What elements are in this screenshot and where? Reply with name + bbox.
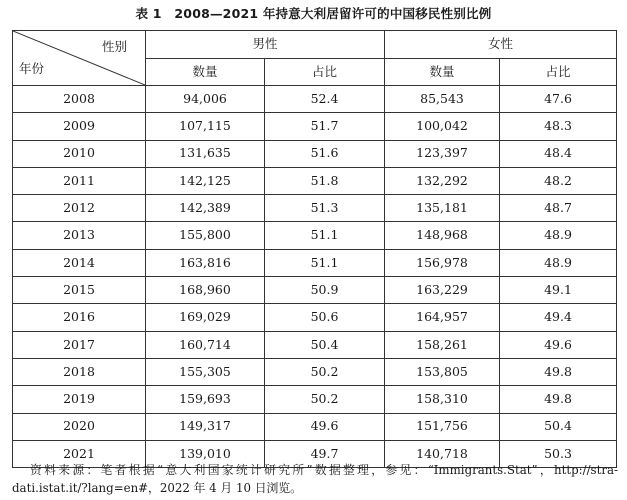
cell-female-share: 49.4 [500, 304, 617, 331]
cell-female-share: 48.2 [500, 167, 617, 194]
female-group-header: 女性 [385, 31, 617, 59]
cell-female-count: 153,805 [385, 358, 500, 385]
cell-male-count: 155,800 [146, 222, 265, 249]
cell-male-share: 52.4 [265, 86, 385, 113]
cell-year: 2013 [13, 222, 146, 249]
table-row [13, 304, 617, 331]
cell-year: 2014 [13, 249, 146, 276]
cell-year: 2019 [13, 386, 146, 413]
female-count-header: 数量 [385, 59, 500, 86]
table-row [13, 331, 617, 358]
cell-year: 2021 [13, 440, 146, 467]
cell-male-count: 168,960 [146, 277, 265, 304]
cell-female-count: 148,968 [385, 222, 500, 249]
table-title: 表 1 2008—2021 年持意大利居留许可的中国移民性别比例 [135, 6, 492, 21]
cell-male-share: 50.6 [265, 304, 385, 331]
table-row [13, 195, 617, 222]
cell-male-share: 51.8 [265, 167, 385, 194]
male-count-header: 数量 [146, 59, 265, 86]
cell-year: 2012 [13, 195, 146, 222]
cell-male-count: 149,317 [146, 413, 265, 440]
cell-female-share: 48.9 [500, 222, 617, 249]
cell-male-share: 50.2 [265, 386, 385, 413]
cell-male-count: 163,816 [146, 249, 265, 276]
cell-year: 2009 [13, 113, 146, 140]
cell-year: 2010 [13, 140, 146, 167]
cell-male-count: 160,714 [146, 331, 265, 358]
table-row [13, 413, 617, 440]
cell-female-share: 50.3 [500, 440, 617, 467]
cell-male-count: 169,029 [146, 304, 265, 331]
table-row [13, 167, 617, 194]
cell-female-share: 47.6 [500, 86, 617, 113]
table-row [13, 86, 617, 113]
table-row [13, 358, 617, 385]
cell-female-share: 48.7 [500, 195, 617, 222]
cell-male-share: 51.7 [265, 113, 385, 140]
gender-ratio-table [12, 30, 617, 468]
cell-male-share: 51.1 [265, 222, 385, 249]
cell-year: 2018 [13, 358, 146, 385]
table-row [13, 386, 617, 413]
cell-male-share: 49.6 [265, 413, 385, 440]
table-row [13, 222, 617, 249]
cell-female-share: 48.9 [500, 249, 617, 276]
cell-male-count: 139,010 [146, 440, 265, 467]
cell-male-share: 49.7 [265, 440, 385, 467]
cell-male-count: 159,693 [146, 386, 265, 413]
male-share-header: 占比 [265, 59, 385, 86]
cell-male-count: 142,389 [146, 195, 265, 222]
cell-female-share: 49.8 [500, 386, 617, 413]
female-share-header: 占比 [500, 59, 617, 86]
cell-male-share: 50.9 [265, 277, 385, 304]
cell-female-share: 49.6 [500, 331, 617, 358]
cell-female-share: 48.3 [500, 113, 617, 140]
cell-male-share: 51.6 [265, 140, 385, 167]
cell-male-share: 50.2 [265, 358, 385, 385]
corner-header-cell [13, 31, 146, 86]
cell-year: 2017 [13, 331, 146, 358]
cell-female-count: 158,310 [385, 386, 500, 413]
cell-female-share: 50.4 [500, 413, 617, 440]
corner-year-label: 年份 [19, 60, 45, 76]
male-group-header: 男性 [146, 31, 385, 59]
cell-male-count: 107,115 [146, 113, 265, 140]
corner-gender-label: 性别 [101, 39, 127, 54]
cell-female-count: 123,397 [385, 140, 500, 167]
cell-year: 2015 [13, 277, 146, 304]
cell-male-share: 51.3 [265, 195, 385, 222]
cell-female-share: 49.1 [500, 277, 617, 304]
table-row [13, 113, 617, 140]
cell-female-share: 48.4 [500, 140, 617, 167]
cell-female-count: 100,042 [385, 113, 500, 140]
cell-male-share: 51.1 [265, 249, 385, 276]
cell-year: 2020 [13, 413, 146, 440]
cell-female-count: 158,261 [385, 331, 500, 358]
cell-male-count: 155,305 [146, 358, 265, 385]
source-note: 资料来源：笔者根据“意大利国家统计研究所”数据整理，参见：“Immigrants.Stat”，http://stra-dati.istat.it/?lang=en#，2022 年 4 月 10 日浏览。 [12, 463, 618, 495]
cell-female-count: 135,181 [385, 195, 500, 222]
cell-male-count: 142,125 [146, 167, 265, 194]
cell-female-count: 132,292 [385, 167, 500, 194]
cell-female-count: 156,978 [385, 249, 500, 276]
table-row [13, 277, 617, 304]
cell-year: 2011 [13, 167, 146, 194]
cell-female-count: 140,718 [385, 440, 500, 467]
cell-female-count: 151,756 [385, 413, 500, 440]
cell-year: 2016 [13, 304, 146, 331]
table-row [13, 249, 617, 276]
cell-female-count: 85,543 [385, 86, 500, 113]
cell-male-count: 131,635 [146, 140, 265, 167]
cell-male-share: 50.4 [265, 331, 385, 358]
cell-female-count: 164,957 [385, 304, 500, 331]
table-row [13, 140, 617, 167]
cell-female-share: 49.8 [500, 358, 617, 385]
cell-year: 2008 [13, 86, 146, 113]
cell-female-count: 163,229 [385, 277, 500, 304]
cell-male-count: 94,006 [146, 86, 265, 113]
